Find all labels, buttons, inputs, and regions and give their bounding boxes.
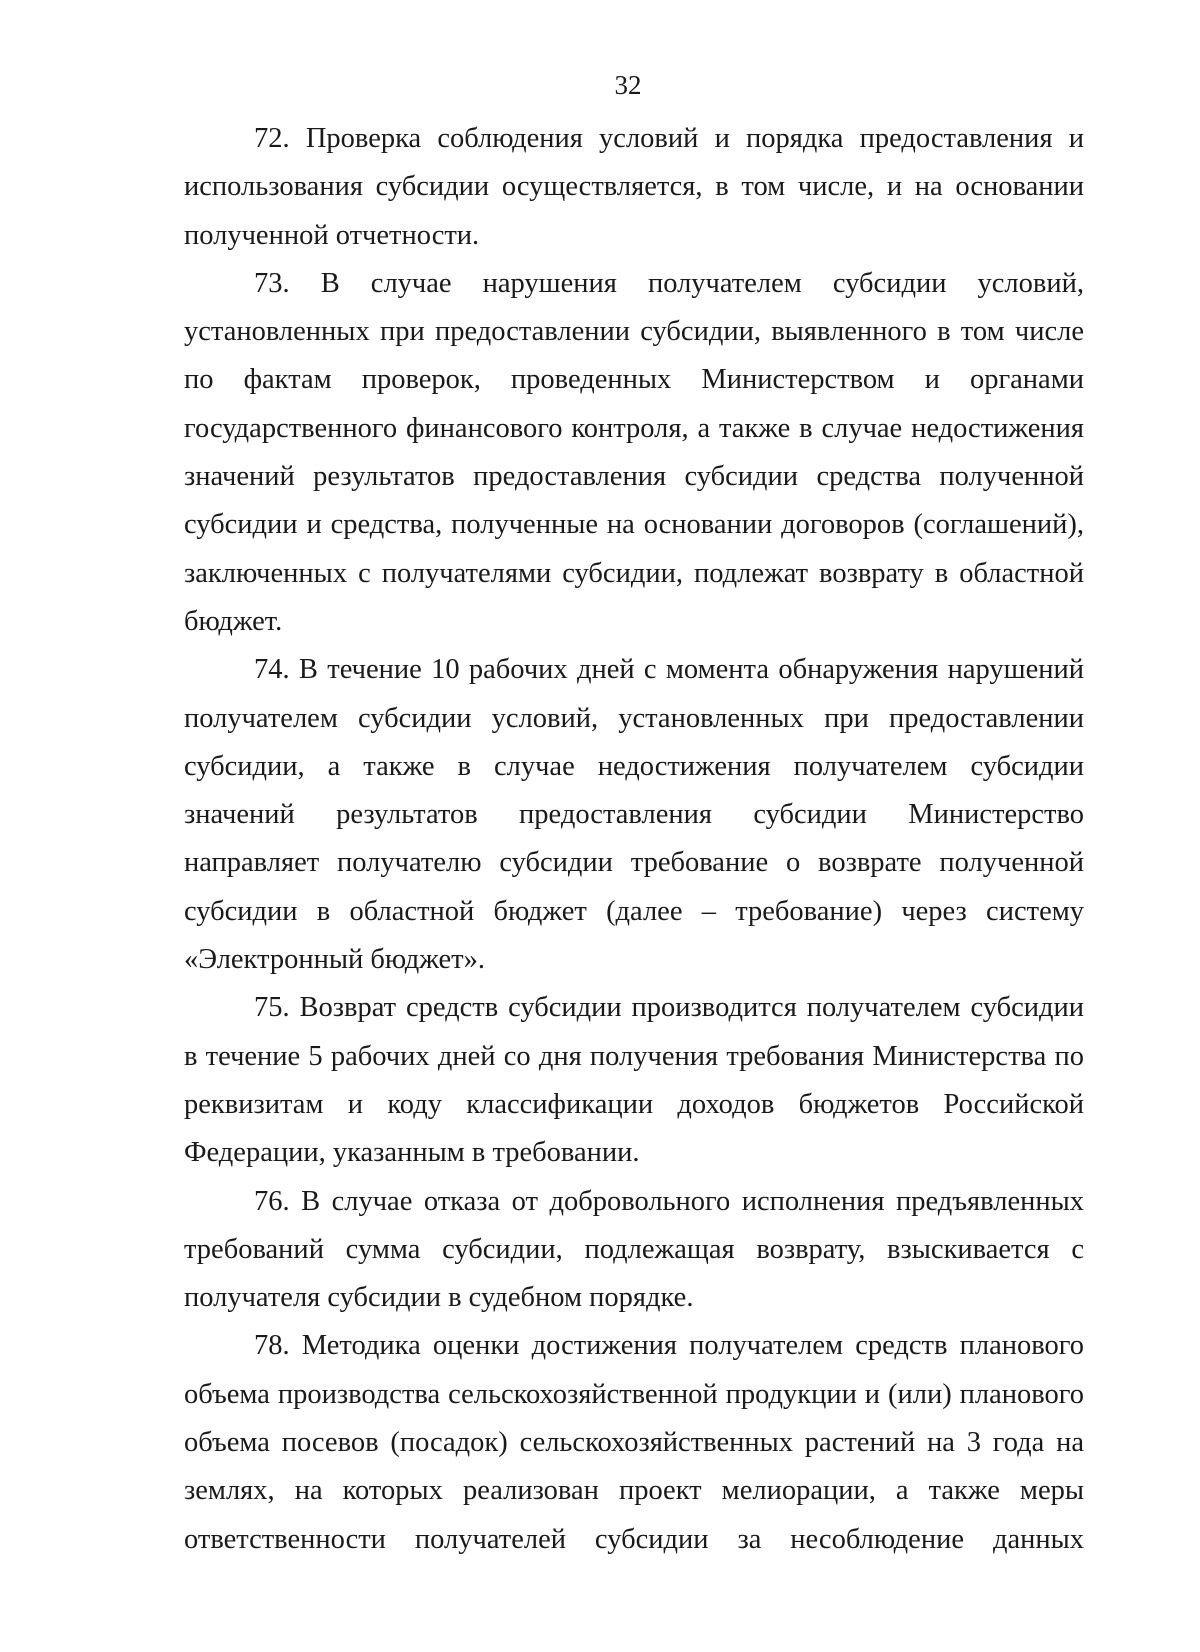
page-number: 32 [614, 70, 642, 100]
paragraph-76: 76. В случае отказа от добровольного исполнения предъявленных требований сумма субсидии, подлежащая возврату, взыскивается с получателя субсидии в судебном порядке. [184, 1185, 1084, 1314]
paragraph-75: 75. Возврат средств субсидии производится получателем субсидии в течение 5 рабочих дней со дня получения требования Министерства по реквизитам и коду классификации доходов бюджетов Российской Федерации, указанным в требовании. [184, 992, 1084, 1169]
paragraph-73: 73. В случае нарушения получателем субсидии условий, установленных при предоставлении субсидии, выявленного в том числе по фактам проверок, проведенных Министерством и органами государственного финансового контроля, а также в случае недостижения значений результатов предоставления субсидии средства полученной субсидии и средства, полученные на основании договоров (соглашений), заключенных с получателями субсидии, подлежат возврату в областной бюджет. [184, 267, 1084, 637]
paragraph-72: 72. Проверка соблюдения условий и порядка предоставления и использования субсидии осуществляется, в том числе, и на основании полученной отчетности. [184, 123, 1084, 251]
paragraph-78: 78. Методика оценки достижения получателем средств планового объема производства сельскохозяйственной продукции и (или) планового объема посевов (посадок) сельскохозяйственных растений на 3 года на землях, на которых реализован проект мелиорации, а также меры ответственности получателей субсидии за несоблюдение данных [184, 1330, 1084, 1555]
paragraph-74: 74. В течение 10 рабочих дней с момента обнаружения нарушений получателем субсидии условий, установленных при предоставлении субсидии, а также в случае недостижения получателем субсидии значений результатов предоставления субсидии Министерство направляет получателю субсидии требование о возврате полученной субсидии в областной бюджет (далее – требование) через систему «Электронный бюджет». [184, 654, 1084, 976]
document-body [184, 115, 1084, 1564]
